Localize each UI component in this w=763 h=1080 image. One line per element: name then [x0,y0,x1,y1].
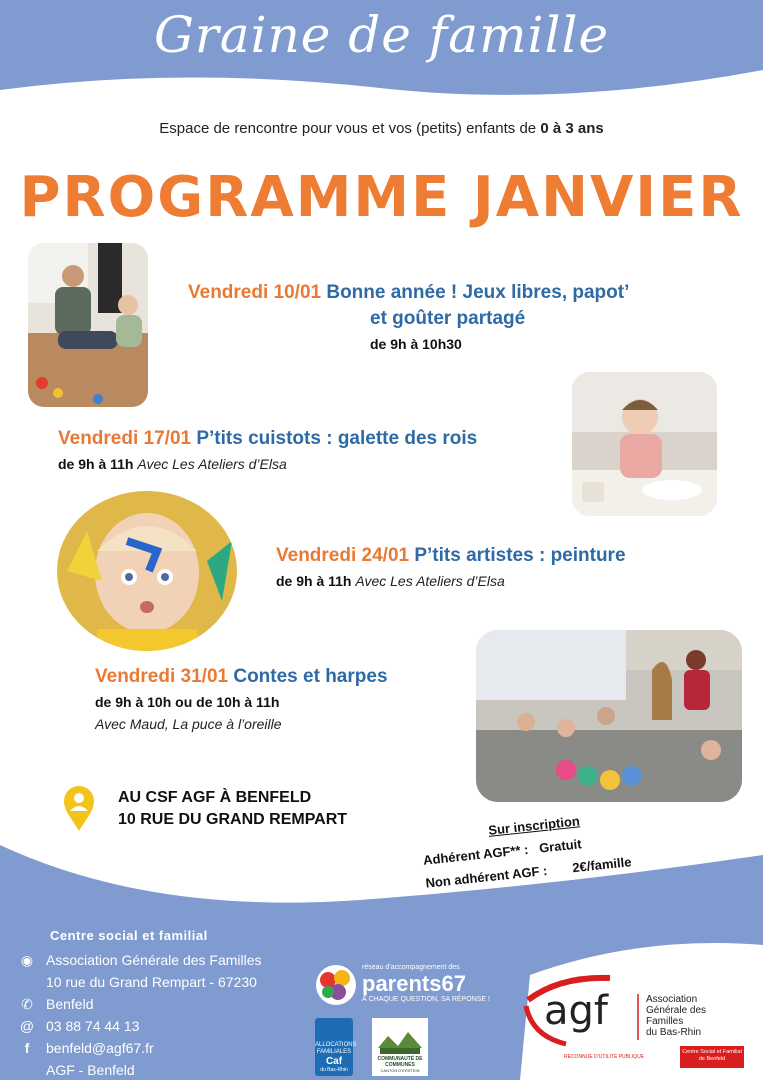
event-with: Avec Les Ateliers d’Elsa [137,456,287,472]
contact-line: Association Générale des Familles [46,952,262,968]
location-pin-icon: ◉ [20,951,34,968]
photo-painting-baby [57,491,237,651]
event-1 [188,282,629,352]
parents-name: parents67 [362,971,466,996]
location-address: AU CSF AGF À BENFELD 10 RUE DU GRAND REMPART [118,789,348,828]
agf-logo [520,970,750,1070]
phone-icon: ✆ [21,995,33,1012]
agf-wordmark: agf [544,988,608,1034]
photo-father-baby [28,243,148,407]
registration-value: Gratuit [538,836,583,856]
facebook-link[interactable]: AGF - Benfeld [46,1062,135,1078]
facebook-icon: f [24,1040,30,1056]
registration-value: 2€/famille [571,854,633,876]
at-icon: @ [19,1018,35,1034]
parents-tag: réseau d’accompagnement des [362,964,460,971]
event-2 [58,428,477,472]
email-link[interactable]: benfeld@agf67.fr [46,1040,154,1056]
event-time: de 9h à 10h ou de 10h à 11h [95,694,280,710]
event-3 [276,545,626,589]
parents-slogan: À CHAQUE QUESTION, SA RÉPONSE ! [362,996,490,1003]
event-date: Vendredi 10/01 [188,282,322,303]
registration-label: Non adhérent AGF : [424,862,549,891]
parents67-logo [314,962,494,1008]
contact-org: Centre social et familial [50,928,208,943]
event-note: Avec Maud, La puce à l’oreille [95,716,282,732]
event-title: Contes et harpes [233,666,388,687]
event-time: de 9h à 10h30 [370,336,462,352]
brand-title: Graine de famille [153,6,610,64]
event-4 [95,666,388,732]
event-with: Avec Les Ateliers d’Elsa [355,573,505,589]
contact-line: 10 rue du Grand Rempart - 67230 [46,974,257,990]
event-date: Vendredi 17/01 [58,428,192,449]
registration-label: Adhérent AGF** : [422,841,530,868]
subtitle: Espace de rencontre pour vous et vos (petits) enfants de 0 à 3 ans [159,120,604,137]
agf-name: Association Générale des Familles du Bas-Rhin [646,994,707,1038]
event-title: P’tits cuistots : galette des rois [196,428,478,449]
event-date: Vendredi 24/01 [276,545,410,566]
contact-block [14,928,262,1080]
event-time: de 9h à 11h [276,573,352,589]
photo-kid-cooking [572,372,717,516]
event-date: Vendredi 31/01 [95,666,229,687]
photo-harp-session [476,630,742,802]
event-title: P’tits artistes : peinture [414,545,626,566]
communaute-communes-logo: COMMUNAUTÉ DE COMMUNES CANTON D’ERSTEIN [372,1018,428,1076]
registration-head: Sur inscription [487,813,581,838]
event-title-cont: et goûter partagé [370,308,526,329]
agf-tag-right: Centre Social et Familial de Benfeld [680,1046,744,1068]
agf-tag-left: RECONNUE D’UTILITÉ PUBLIQUE [564,1054,645,1060]
program-title: PROGRAMME JANVIER [19,165,744,230]
event-title: Bonne année ! Jeux libres, papot’ [326,282,630,303]
contact-line: Benfeld [46,996,94,1012]
caf-logo: ALLOCATIONS FAMILIALES Caf du Bas-Rhin [315,1018,353,1076]
event-time: de 9h à 11h [58,456,134,472]
phone-number[interactable]: 03 88 74 44 13 [46,1018,140,1034]
